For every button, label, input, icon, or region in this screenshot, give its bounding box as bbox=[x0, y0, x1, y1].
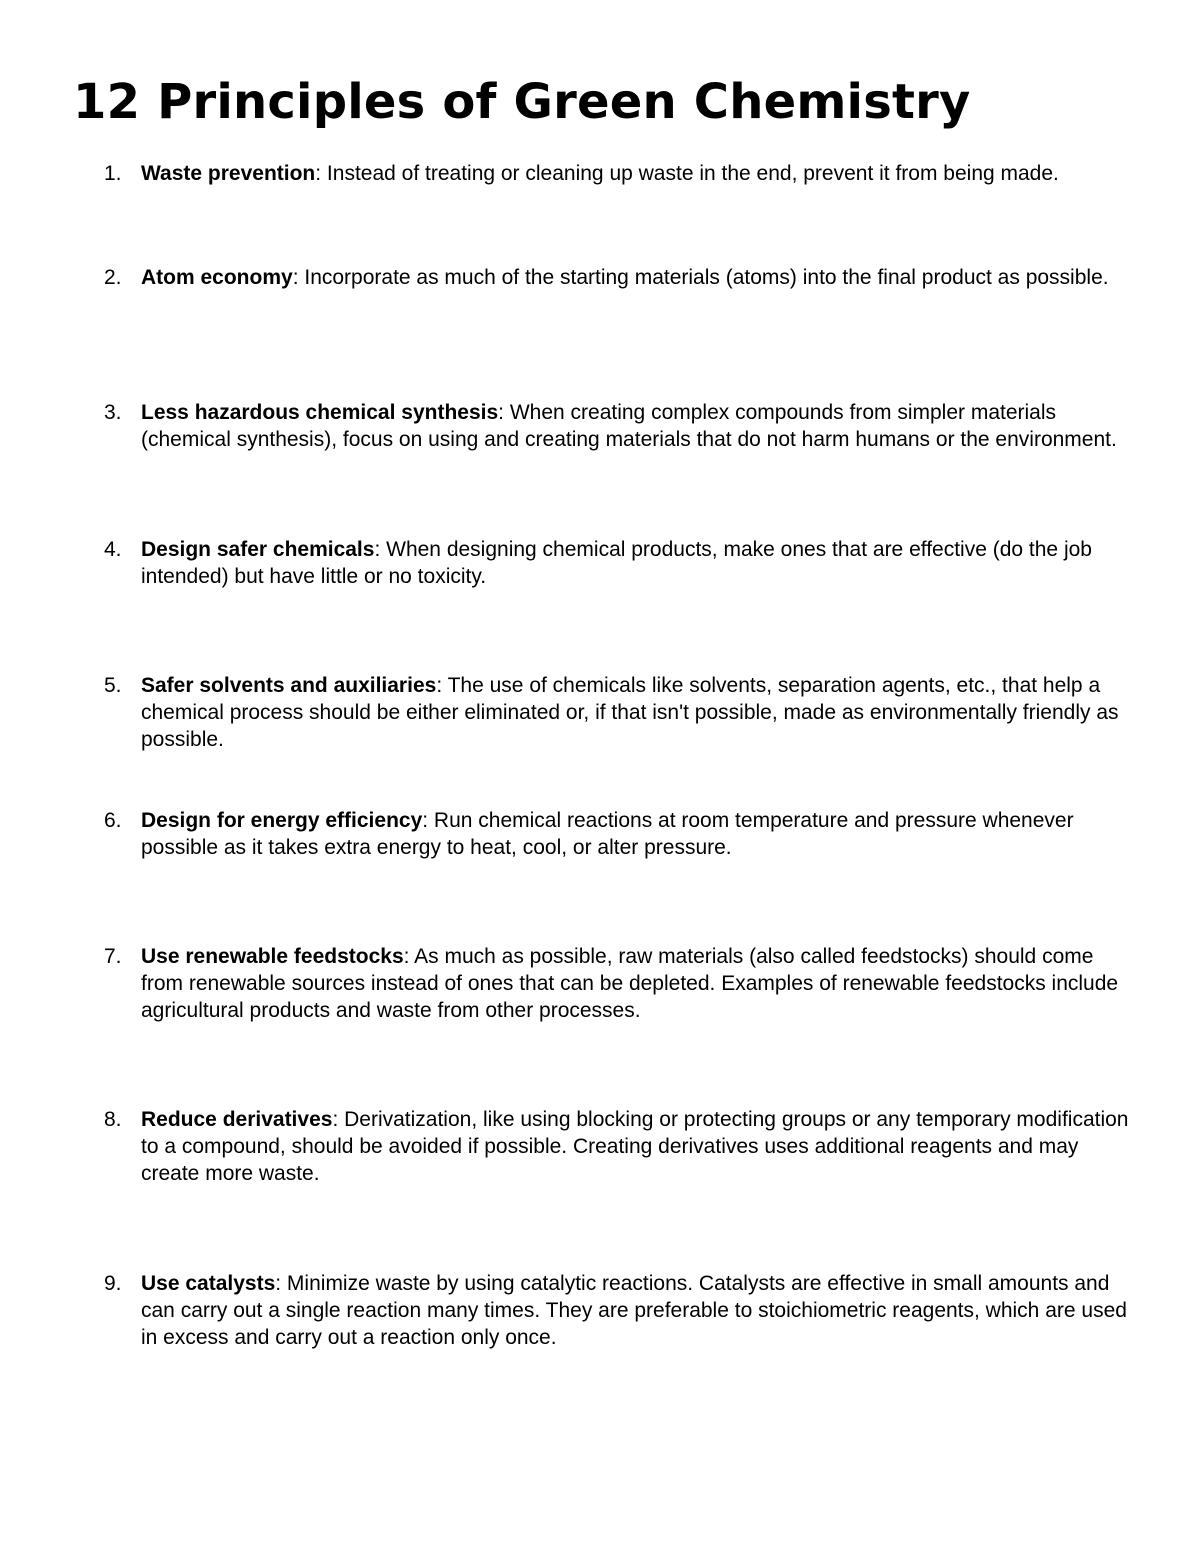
list-item-principle-4 bbox=[100, 536, 1140, 590]
list-item-text bbox=[141, 1270, 1140, 1351]
principle-term: Atom economy bbox=[141, 266, 293, 289]
principle-term: Less hazardous chemical synthesis bbox=[141, 401, 499, 424]
list-item-principle-7 bbox=[100, 943, 1140, 1024]
principle-term: Safer solvents and auxiliaries bbox=[141, 674, 437, 697]
list-item-principle-9 bbox=[100, 1270, 1140, 1351]
principle-description: : The use of chemicals like solvents, separation agents, etc., that help a chemical process should be either eliminated or, if that isn't possible, made as environmentally friendly as possible. bbox=[141, 674, 1119, 751]
list-item-text bbox=[141, 536, 1140, 590]
principle-description: : Run chemical reactions at room temperature and pressure whenever possible as it takes extra energy to heat, cool, or alter pressure. bbox=[141, 809, 1074, 859]
list-item-principle-2 bbox=[100, 264, 1140, 291]
list-item-number: 3. bbox=[104, 401, 122, 424]
principle-term: Reduce derivatives bbox=[141, 1108, 333, 1131]
principle-term: Use catalysts bbox=[141, 1272, 276, 1295]
page-title: 12 Principles of Green Chemistry bbox=[73, 74, 971, 130]
list-item-principle-1 bbox=[100, 160, 1140, 187]
principle-term: Design for energy efficiency bbox=[141, 809, 423, 832]
principle-description: : As much as possible, raw materials (also called feedstocks) should come from renewable sources instead of ones that can be depleted. Examples of renewable feedstocks include agricultural products and waste from other processes. bbox=[141, 945, 1119, 1022]
list-item-number: 2. bbox=[104, 266, 122, 289]
principle-description: : When creating complex compounds from simpler materials (chemical synthesis), focus on using and creating materials that do not harm humans or the environment. bbox=[141, 401, 1117, 451]
list-item-number: 1. bbox=[104, 162, 122, 185]
principle-description: : Instead of treating or cleaning up waste in the end, prevent it from being made. bbox=[315, 162, 1059, 185]
list-item-principle-3 bbox=[100, 399, 1140, 453]
list-item-principle-5 bbox=[100, 672, 1140, 753]
list-item-number: 8. bbox=[104, 1108, 122, 1131]
list-item-number: 7. bbox=[104, 945, 122, 968]
principle-description: : Incorporate as much of the starting materials (atoms) into the final product as possible. bbox=[292, 266, 1109, 289]
principle-term: Waste prevention bbox=[141, 162, 316, 185]
list-item-text bbox=[141, 1106, 1140, 1187]
list-item-number: 5. bbox=[104, 674, 122, 697]
list-item-text bbox=[141, 672, 1140, 753]
principle-description: : Derivatization, like using blocking or protecting groups or any temporary modification to a compound, should be avoided if possible. Creating derivatives uses additional reagents and may create more waste. bbox=[141, 1108, 1129, 1185]
list-item-principle-6 bbox=[100, 807, 1140, 861]
principle-term: Use renewable feedstocks bbox=[141, 945, 404, 968]
list-item-principle-8 bbox=[100, 1106, 1140, 1187]
list-item-text bbox=[141, 264, 1140, 291]
list-item-text bbox=[141, 160, 1140, 187]
list-item-text bbox=[141, 943, 1140, 1024]
list-item-text bbox=[141, 399, 1140, 453]
principle-description: : When designing chemical products, make ones that are effective (do the job intended) but have little or no toxicity. bbox=[141, 538, 1092, 588]
list-item-number: 6. bbox=[104, 809, 122, 832]
principle-description: : Minimize waste by using catalytic reactions. Catalysts are effective in small amounts and can carry out a single reaction many times. They are preferable to stoichiometric reagents, which are used in excess and carry out a reaction only once. bbox=[141, 1272, 1127, 1349]
list-item-text bbox=[141, 807, 1140, 861]
list-item-number: 4. bbox=[104, 538, 122, 561]
list-item-number: 9. bbox=[104, 1272, 122, 1295]
principle-term: Design safer chemicals bbox=[141, 538, 375, 561]
